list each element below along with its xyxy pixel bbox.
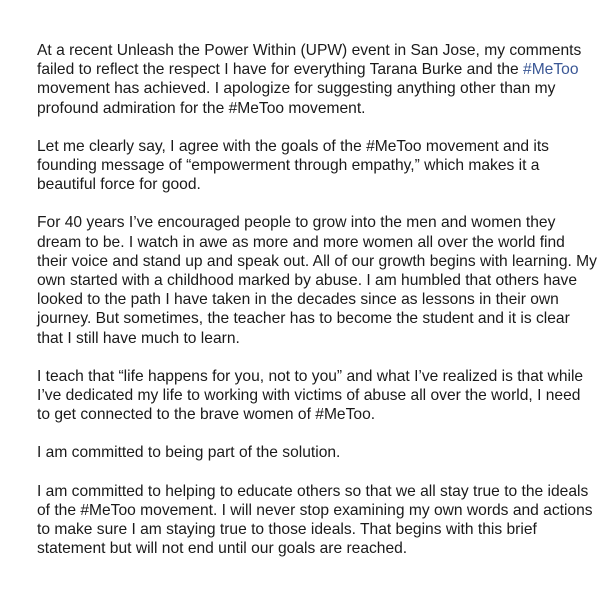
statement-text <box>37 41 597 577</box>
paragraph-6: I am committed to helping to educate others so that we all stay true to the ideals of the #MeToo movement. I will never stop examining my own words and actions to make sure I am staying true to those ideals. That begins with this brief statement but will not end until our goals are reached. <box>37 482 593 558</box>
paragraph-1 <box>37 41 597 118</box>
paragraph-1-text-start: At a recent Unleash the Power Within (UPW) event in San Jose, my comments failed to reflect the respect I have for everything Tarana Burke and the <box>37 42 582 79</box>
paragraph-5: I am committed to being part of the solution. <box>37 444 341 462</box>
paragraph-1-text-end: movement has achieved. I apologize for suggesting anything other than my profound admiration for the #MeToo movement. <box>37 80 556 117</box>
paragraph-3: For 40 years I’ve encouraged people to grow into the men and women they dream to be. I watch in awe as more and more women all over the world find their voice and stand up and speak out. All of our growth begins with learning. My own started with a childhood marked by abuse. I am humbled that others have looked to the path I have taken in the decades since as lessons in their own journey. But sometimes, the teacher has to become the student and it is clear that I still have much to learn. <box>37 214 597 347</box>
metoo-hashtag-link[interactable]: #MeToo <box>523 61 579 79</box>
paragraph-4: I teach that “life happens for you, not to you” and what I’ve realized is that while I’ve dedicated my life to working with victims of abuse all over the world, I need to get connected to the brave women of #MeToo. <box>37 367 584 424</box>
paragraph-2: Let me clearly say, I agree with the goals of the #MeToo movement and its founding message of “empowerment through empathy,” which makes it a beautiful force for good. <box>37 137 549 194</box>
